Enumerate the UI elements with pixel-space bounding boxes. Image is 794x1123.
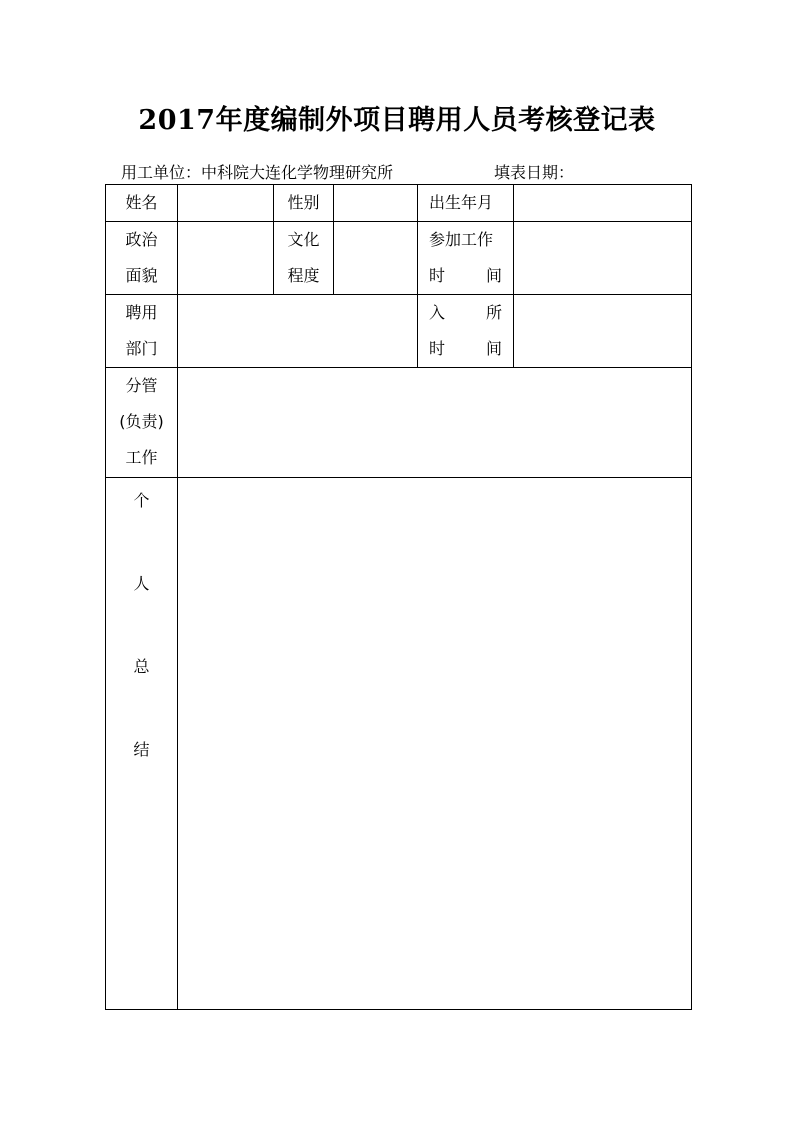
work-start-label-line1: 参加工作 bbox=[429, 230, 494, 249]
name-label: 姓名 bbox=[125, 193, 158, 212]
duty-label-line3: 工作 bbox=[125, 448, 158, 467]
summary-label-char1: 个 bbox=[133, 491, 150, 510]
gender-label-cell bbox=[274, 185, 334, 222]
summary-label-char2: 人 bbox=[133, 574, 150, 593]
work-start-label-cell bbox=[418, 222, 514, 295]
birth-label: 出生年月 bbox=[429, 193, 494, 212]
birth-input-cell[interactable] bbox=[514, 185, 692, 222]
work-start-label-line2b: 间 bbox=[485, 266, 502, 285]
name-input-cell[interactable] bbox=[178, 185, 274, 222]
political-label-line2: 面貌 bbox=[125, 266, 158, 285]
summary-input-cell[interactable] bbox=[178, 478, 692, 1010]
education-label-cell bbox=[274, 222, 334, 295]
duty-label-line1: 分管 bbox=[125, 376, 158, 395]
gender-label: 性别 bbox=[287, 193, 320, 212]
duty-label-line2: (负责) bbox=[119, 412, 164, 431]
name-label-cell bbox=[106, 185, 178, 222]
entry-time-label-1b: 所 bbox=[485, 303, 502, 322]
entry-time-label-2a: 时 bbox=[429, 339, 446, 358]
department-input-cell[interactable] bbox=[178, 295, 418, 368]
registration-form-table bbox=[105, 184, 692, 1010]
gender-input-cell[interactable] bbox=[334, 185, 418, 222]
work-start-label-line2a: 时 bbox=[429, 266, 446, 285]
page-title: 2017年度编制外项目聘用人员考核登记表 bbox=[138, 105, 656, 136]
education-label-line2: 程度 bbox=[287, 266, 320, 285]
education-input-cell[interactable] bbox=[334, 222, 418, 295]
employer-unit-label: 用工单位：中科院大连化学物理研究所 bbox=[121, 163, 394, 182]
duty-label-cell bbox=[106, 368, 178, 478]
summary-label-char3: 总 bbox=[133, 657, 150, 676]
entry-time-label-2b: 间 bbox=[485, 339, 502, 358]
fill-date-label: 填表日期： bbox=[494, 163, 575, 182]
work-start-input-cell[interactable] bbox=[514, 222, 692, 295]
summary-label-char4: 结 bbox=[133, 740, 150, 759]
department-label-cell bbox=[106, 295, 178, 368]
department-label-line1: 聘用 bbox=[125, 303, 158, 322]
entry-time-input-cell[interactable] bbox=[514, 295, 692, 368]
department-label-line2: 部门 bbox=[125, 339, 158, 358]
birth-label-cell bbox=[418, 185, 514, 222]
political-label-line1: 政治 bbox=[125, 230, 158, 249]
political-label-cell bbox=[106, 222, 178, 295]
entry-time-label-cell bbox=[418, 295, 514, 368]
political-input-cell[interactable] bbox=[178, 222, 274, 295]
duty-input-cell[interactable] bbox=[178, 368, 692, 478]
summary-label-cell bbox=[106, 478, 178, 1010]
education-label-line1: 文化 bbox=[287, 230, 320, 249]
entry-time-label-1a: 入 bbox=[429, 303, 446, 322]
